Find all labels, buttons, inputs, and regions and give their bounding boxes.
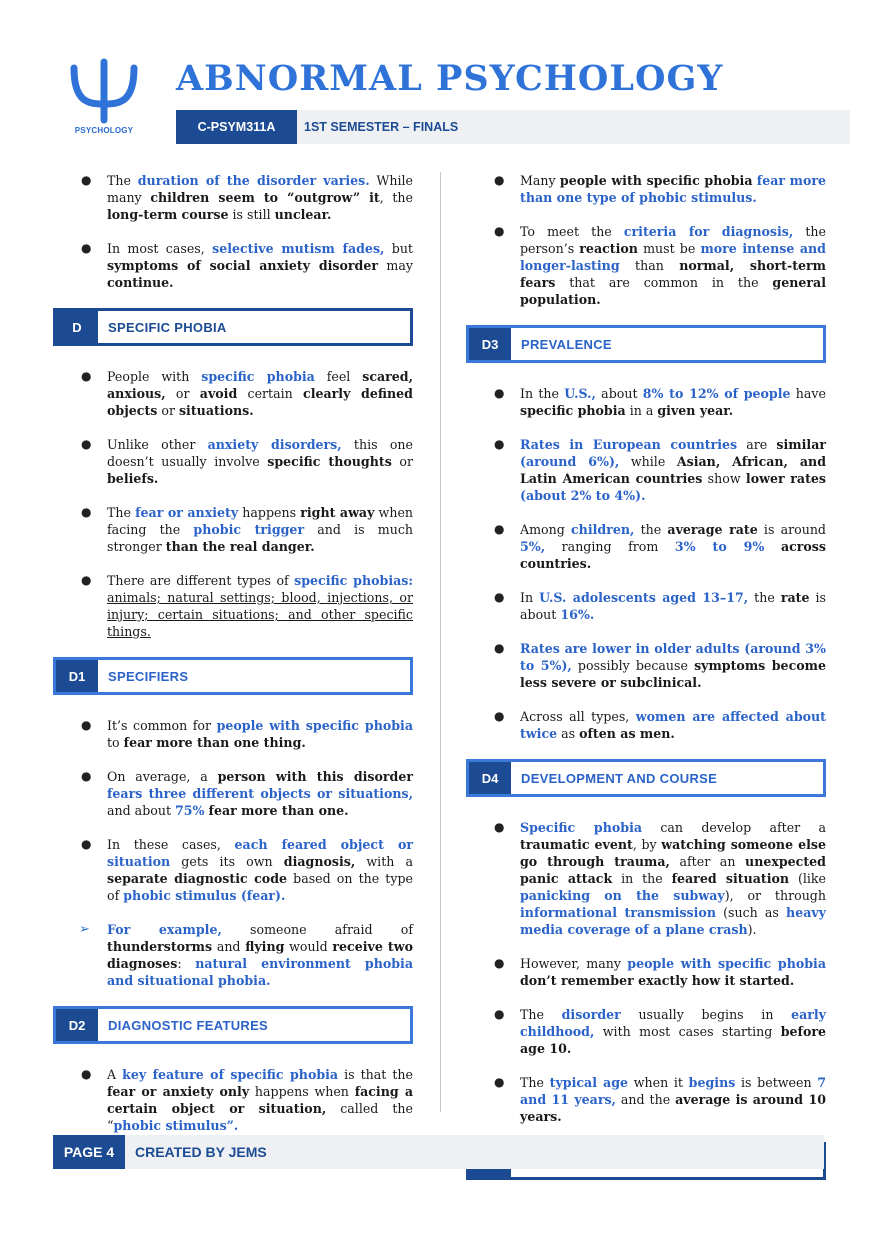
text-span: and is much stronger — [107, 522, 413, 554]
list-item — [53, 717, 413, 751]
section-tag: D1 — [56, 660, 98, 692]
bullet-icon: ● — [494, 590, 505, 604]
text-span: U.S. adolescents aged 13–17, — [539, 590, 749, 605]
text-span: separate diagnostic code — [107, 871, 288, 886]
development-list — [466, 819, 826, 1125]
text-span: However, many — [520, 956, 628, 971]
list-item — [466, 955, 826, 989]
text-span: For example, — [107, 922, 222, 937]
text-span: children seem to “outgrow” it — [150, 190, 380, 205]
list-item — [466, 819, 826, 938]
psychology-logo — [64, 58, 144, 135]
text-span: when it — [628, 1075, 689, 1090]
list-item — [466, 1006, 826, 1057]
text-span: and the — [615, 1092, 676, 1107]
text-span: fear more than one thing. — [123, 735, 306, 750]
list-item — [53, 172, 413, 223]
text-span: symptoms of social anxiety disorder — [107, 258, 379, 273]
text-span: diagnosis, — [283, 854, 356, 869]
text-span: duration of the disorder varies. — [137, 173, 370, 188]
text-span: and about — [107, 803, 176, 818]
text-span: While many — [107, 173, 413, 205]
text-span: across countries. — [520, 539, 826, 571]
text-span: A — [107, 1067, 123, 1082]
text-span: is still — [228, 207, 275, 222]
text-span: continue. — [107, 275, 174, 290]
bullet-icon: ● — [494, 224, 505, 238]
bullet-icon: ● — [81, 573, 92, 587]
text-span: happens when — [249, 1084, 355, 1099]
section-title: DIAGNOSTIC FEATURES — [108, 1017, 269, 1033]
text-span: 5%, — [520, 539, 546, 554]
bullet-icon: ● — [81, 241, 92, 255]
text-span: fears three different objects or situations, — [107, 786, 413, 801]
text-span: watching someone else go through trauma, — [520, 837, 826, 869]
text-span: (about 2% to 4%). — [520, 488, 646, 503]
bullet-icon: ● — [494, 641, 505, 655]
section-header-specific-phobia — [53, 308, 413, 346]
text-span: avoid — [199, 386, 238, 401]
text-span: (around 6%), — [520, 454, 620, 469]
text-span: in a — [625, 403, 658, 418]
text-span: long-term course — [107, 207, 229, 222]
text-span: panicking on the subway — [520, 888, 725, 903]
text-span: or — [391, 454, 413, 469]
bullet-icon: ● — [494, 820, 505, 834]
bullet-icon: ● — [81, 769, 92, 783]
section-tag: D — [56, 311, 98, 343]
text-span: is that the — [338, 1067, 413, 1082]
section-header-diagnostic-features — [53, 1006, 413, 1044]
right-column — [466, 172, 826, 1202]
text-span: In — [520, 590, 540, 605]
text-span: The — [520, 1075, 550, 1090]
text-span: specific phobias: — [294, 573, 413, 588]
text-span: 7 and 11 years, — [520, 1075, 827, 1107]
text-span: On average, a — [107, 769, 218, 784]
text-span: before age 10. — [520, 1024, 826, 1056]
text-span: fear more than one. — [208, 803, 349, 818]
text-span: the person’s — [520, 224, 826, 256]
section-tag: D3 — [469, 328, 511, 360]
section-title: PREVALENCE — [521, 336, 612, 352]
text-span: feel — [314, 369, 363, 384]
text-span: To meet the — [520, 224, 624, 239]
text-span: The — [520, 1007, 562, 1022]
text-span: phobic stimulus”. — [113, 1118, 239, 1133]
left-column — [53, 172, 413, 1151]
text-span: Rates are lower in older adults (around 3% to 5%), — [520, 641, 826, 673]
list-item — [466, 640, 826, 691]
text-span: usually begins in — [620, 1007, 792, 1022]
specifiers-list — [53, 717, 413, 904]
text-span: ), or through — [724, 888, 826, 903]
text-span: happens — [238, 505, 301, 520]
page-title: ABNORMAL PSYCHOLOGY — [176, 58, 724, 99]
text-span: is between — [735, 1075, 818, 1090]
text-span: natural environment phobia and situational phobia. — [107, 956, 413, 988]
text-span: while — [619, 454, 677, 469]
text-span: the — [748, 590, 781, 605]
text-span: more intense and longer-lasting — [520, 241, 826, 273]
text-span: 8% to 12% of people — [642, 386, 791, 401]
bullet-icon: ● — [494, 173, 505, 187]
text-span: facing a certain object or situation, — [107, 1084, 413, 1116]
text-span: to — [107, 735, 124, 750]
list-item — [466, 708, 826, 742]
bullet-icon: ● — [81, 369, 92, 383]
text-span: Unlike other — [107, 437, 208, 452]
bullet-icon: ● — [81, 505, 92, 519]
text-span: women are affected about twice — [520, 709, 826, 741]
text-span: fear more than one type of phobic stimulus. — [520, 173, 827, 205]
text-span: in the — [612, 871, 672, 886]
text-span: rate — [780, 590, 810, 605]
text-span: Across all types, — [520, 709, 636, 724]
text-span: or — [165, 386, 200, 401]
arrow-bullet-icon: ➢ — [79, 922, 90, 937]
section-tag: D4 — [469, 762, 511, 794]
bullet-icon: ● — [81, 1067, 92, 1081]
text-span: are — [737, 437, 777, 452]
text-span: People with — [107, 369, 202, 384]
text-span: selective mutism fades, — [212, 241, 385, 256]
text-span: is around — [757, 522, 826, 537]
created-by: CREATED BY JEMS — [135, 1144, 267, 1160]
text-span: would — [284, 939, 333, 954]
text-span: begins — [688, 1075, 736, 1090]
text-span: people with specific phobia — [559, 173, 753, 188]
text-span: phobic stimulus (fear). — [123, 888, 286, 903]
text-span: possibly because — [571, 658, 695, 673]
text-span: The — [107, 173, 138, 188]
list-item — [466, 521, 826, 572]
specific-phobia-list — [53, 368, 413, 640]
text-span: fear or anxiety only — [107, 1084, 250, 1099]
text-span: Asian, African, and Latin American countries — [520, 454, 827, 486]
text-span: each feared object or situation — [107, 837, 413, 869]
list-item — [53, 240, 413, 291]
text-span: certain — [237, 386, 304, 401]
text-span: specific thoughts — [267, 454, 392, 469]
text-span: but — [384, 241, 413, 256]
bullet-icon: ● — [81, 437, 92, 451]
section-header-prevalence — [466, 325, 826, 363]
text-span: don’t remember exactly how it started. — [520, 973, 795, 988]
text-span: specific phobia — [520, 403, 626, 418]
text-span: given year. — [657, 403, 734, 418]
text-span: scared, anxious, — [107, 369, 413, 401]
section-title: SPECIFIC PHOBIA — [108, 319, 227, 335]
text-span: symptoms become less severe or subclinical. — [520, 658, 826, 690]
text-span: unclear. — [274, 207, 332, 222]
bullet-icon: ● — [494, 386, 505, 400]
list-item — [53, 768, 413, 819]
text-span: after an — [669, 854, 746, 869]
section-header-development — [466, 759, 826, 797]
specifiers-example — [53, 921, 413, 989]
text-span: fear or anxiety — [135, 505, 239, 520]
text-span: feared situation — [671, 871, 790, 886]
text-span: when facing the — [107, 505, 414, 537]
text-span: disorder — [561, 1007, 621, 1022]
section-title: SPECIFIERS — [108, 668, 189, 684]
diagnostic-features-list — [53, 1066, 413, 1134]
text-span: , by — [632, 837, 662, 852]
text-span: specific phobia — [201, 369, 315, 384]
text-span: general population. — [520, 275, 826, 307]
text-span: must be — [637, 241, 701, 256]
prevalence-list — [466, 385, 826, 742]
bullet-icon: ● — [494, 1007, 505, 1021]
page-number: PAGE 4 — [53, 1135, 125, 1169]
text-span: situations. — [178, 403, 254, 418]
text-span: may — [378, 258, 413, 273]
section-header-specifiers — [53, 657, 413, 695]
text-span: can develop after a — [642, 820, 827, 835]
list-item — [466, 589, 826, 623]
text-span: informational transmission — [520, 905, 716, 920]
list-item — [53, 368, 413, 419]
text-span: 3% to 9% — [674, 539, 765, 554]
text-span: : — [177, 956, 196, 971]
text-span: receive two diagnoses — [107, 939, 413, 971]
text-span: with most cases starting — [594, 1024, 781, 1039]
logo-text: PSYCHOLOGY — [74, 126, 134, 135]
text-span: as — [557, 726, 580, 741]
list-item — [466, 385, 826, 419]
text-span: person with this disorder — [217, 769, 414, 784]
text-span: often as men. — [579, 726, 675, 741]
psi-icon — [68, 58, 140, 124]
text-span: that are common in the — [555, 275, 773, 290]
text-span: (like — [789, 871, 826, 886]
text-span — [764, 539, 781, 554]
text-span: normal, short-term fears — [520, 258, 826, 290]
text-span: The — [107, 505, 136, 520]
list-item — [53, 836, 413, 904]
text-span: unexpected panic attack — [520, 854, 826, 886]
text-span: In most cases, — [107, 241, 213, 256]
text-span: about — [595, 386, 643, 401]
text-span: average rate — [667, 522, 758, 537]
text-span: ranging from — [545, 539, 675, 554]
list-item — [466, 1074, 826, 1125]
text-span: show — [702, 471, 746, 486]
text-span: is about — [520, 590, 826, 622]
bullet-icon: ● — [494, 1075, 505, 1089]
text-span: It’s common for — [107, 718, 217, 733]
text-span: children, — [571, 522, 635, 537]
text-span: than — [619, 258, 680, 273]
bullet-icon: ● — [81, 837, 92, 851]
text-span: In these cases, — [107, 837, 235, 852]
text-span: beliefs. — [107, 471, 159, 486]
text-span: reaction — [579, 241, 638, 256]
text-span: There are different types of — [107, 573, 295, 588]
text-span: traumatic event — [520, 837, 633, 852]
text-span: 16%. — [560, 607, 595, 622]
text-span: phobic trigger — [193, 522, 305, 537]
text-span: Specific phobia — [520, 820, 643, 835]
text-span: thunderstorms — [107, 939, 213, 954]
text-span: or — [157, 403, 179, 418]
right-intro-list — [466, 172, 826, 308]
list-item — [53, 1066, 413, 1134]
text-span: Rates in European countries — [520, 437, 738, 452]
text-span: Many — [520, 173, 560, 188]
text-span: the — [634, 522, 668, 537]
text-span: clearly defined objects — [107, 386, 413, 418]
text-span: early childhood, — [520, 1007, 826, 1039]
text-span: key feature of specific phobia — [122, 1067, 339, 1082]
section-title: DEVELOPMENT AND COURSE — [521, 770, 718, 786]
text-span: average is around 10 years. — [520, 1092, 826, 1124]
text-span: similar — [776, 437, 826, 452]
bullet-icon: ● — [494, 437, 505, 451]
text-span: based on the type of — [107, 871, 413, 903]
text-span: and — [212, 939, 246, 954]
section-tag: D2 — [56, 1009, 98, 1041]
text-span: right away — [300, 505, 375, 520]
text-span: with a — [355, 854, 414, 869]
bullet-icon: ● — [494, 522, 505, 536]
text-span: Among — [520, 522, 571, 537]
list-item — [466, 223, 826, 308]
list-item — [53, 436, 413, 487]
text-span: anxiety disorders, — [207, 437, 342, 452]
text-span: lower rates — [745, 471, 826, 486]
text-span: 75% — [175, 803, 205, 818]
text-span: (such as — [716, 905, 787, 920]
list-item — [53, 504, 413, 555]
list-item — [466, 436, 826, 504]
text-span: heavy media coverage of a plane crash — [520, 905, 826, 937]
course-code: C-PSYM311A — [176, 110, 297, 144]
text-span: ). — [747, 922, 757, 937]
text-span: have — [790, 386, 826, 401]
text-span: people with specific phobia — [216, 718, 413, 733]
text-span: than the real danger. — [165, 539, 315, 554]
list-item — [466, 172, 826, 206]
text-span: U.S., — [564, 386, 596, 401]
text-span: flying — [245, 939, 285, 954]
text-span: animals; natural settings; blood, injections, or injury; certain situations; and other specific things. — [107, 590, 413, 639]
bullet-icon: ● — [81, 173, 92, 187]
text-span: people with specific phobia — [627, 956, 826, 971]
bullet-icon: ● — [494, 709, 505, 723]
text-span: called the “ — [107, 1101, 413, 1133]
bullet-icon: ● — [494, 956, 505, 970]
bullet-icon: ● — [81, 718, 92, 732]
semester-label: 1ST SEMESTER – FINALS — [304, 120, 459, 134]
text-span: In the — [520, 386, 565, 401]
list-item — [53, 572, 413, 640]
left-intro-list — [53, 172, 413, 291]
column-divider — [440, 172, 441, 1112]
text-span: , the — [379, 190, 413, 205]
text-span: gets its own — [170, 854, 284, 869]
text-span: criteria for diagnosis, — [623, 224, 794, 239]
text-span: someone afraid of — [221, 922, 413, 937]
list-item — [53, 921, 413, 989]
text-span: typical age — [549, 1075, 629, 1090]
text-span: this one doesn’t usually involve — [107, 437, 413, 469]
